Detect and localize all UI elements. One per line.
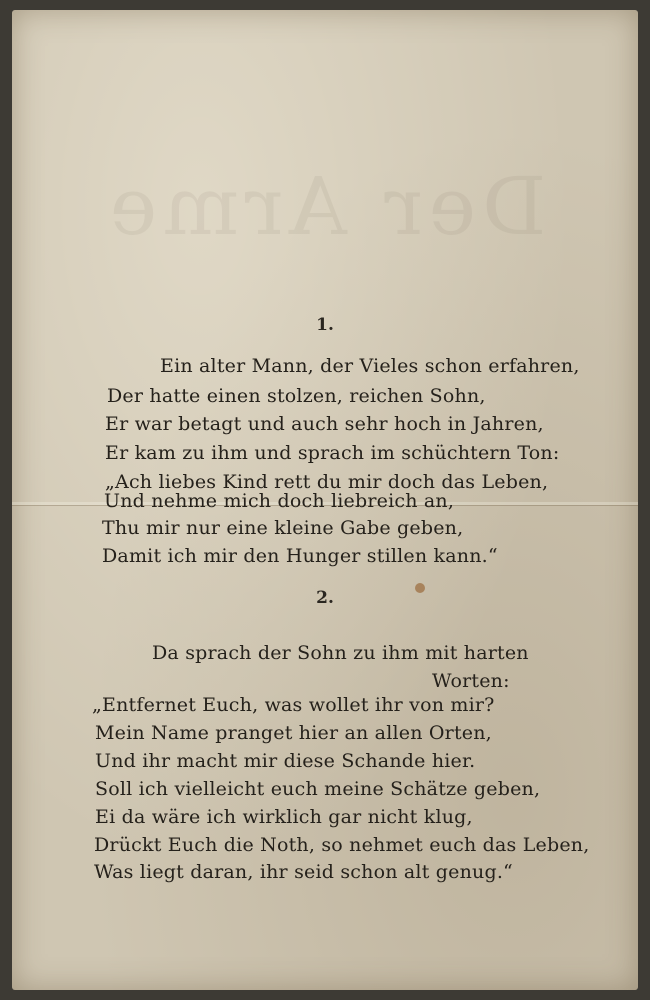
stanza-number: 1. [316,315,334,335]
verse-line: Er kam zu ihm und sprach im schüchtern Ton: [105,442,560,464]
verse-line: Und ihr macht mir diese Schande hier. [95,750,476,772]
verse-line: Der hatte einen stolzen, reichen Sohn, [107,385,486,407]
verse-line: Drückt Euch die Noth, so nehmet euch das Leben, [94,834,590,856]
verse-line: Damit ich mir den Hunger stillen kann.“ [102,545,498,567]
verse-line: Worten: [432,670,510,692]
verse-line: Soll ich vielleicht euch meine Schätze geben, [95,778,541,800]
verse-line: „Ach liebes Kind rett du mir doch das Leben, [105,471,549,493]
verse-line: „Entfernet Euch, was wollet ihr von mir? [92,694,495,716]
verse-line: Was liegt daran, ihr seid schon alt genug.“ [94,861,513,883]
verse-line: Da sprach der Sohn zu ihm mit harten [152,642,529,664]
verse-line: Ein alter Mann, der Vieles schon erfahren, [160,355,580,377]
verse-line: Thu mir nur eine kleine Gabe geben, [102,517,464,539]
verse-line: Ei da wäre ich wirklich gar nicht klug, [95,806,473,828]
verse-line: Mein Name pranget hier an allen Orten, [95,722,492,744]
verse-line: Und nehme mich doch liebreich an, [104,490,455,512]
bleed-through-text: Der Arme [103,160,547,253]
document-page [12,10,638,990]
stanza-number: 2. [316,588,334,608]
verse-line: Er war betagt und auch sehr hoch in Jahren, [105,413,544,435]
